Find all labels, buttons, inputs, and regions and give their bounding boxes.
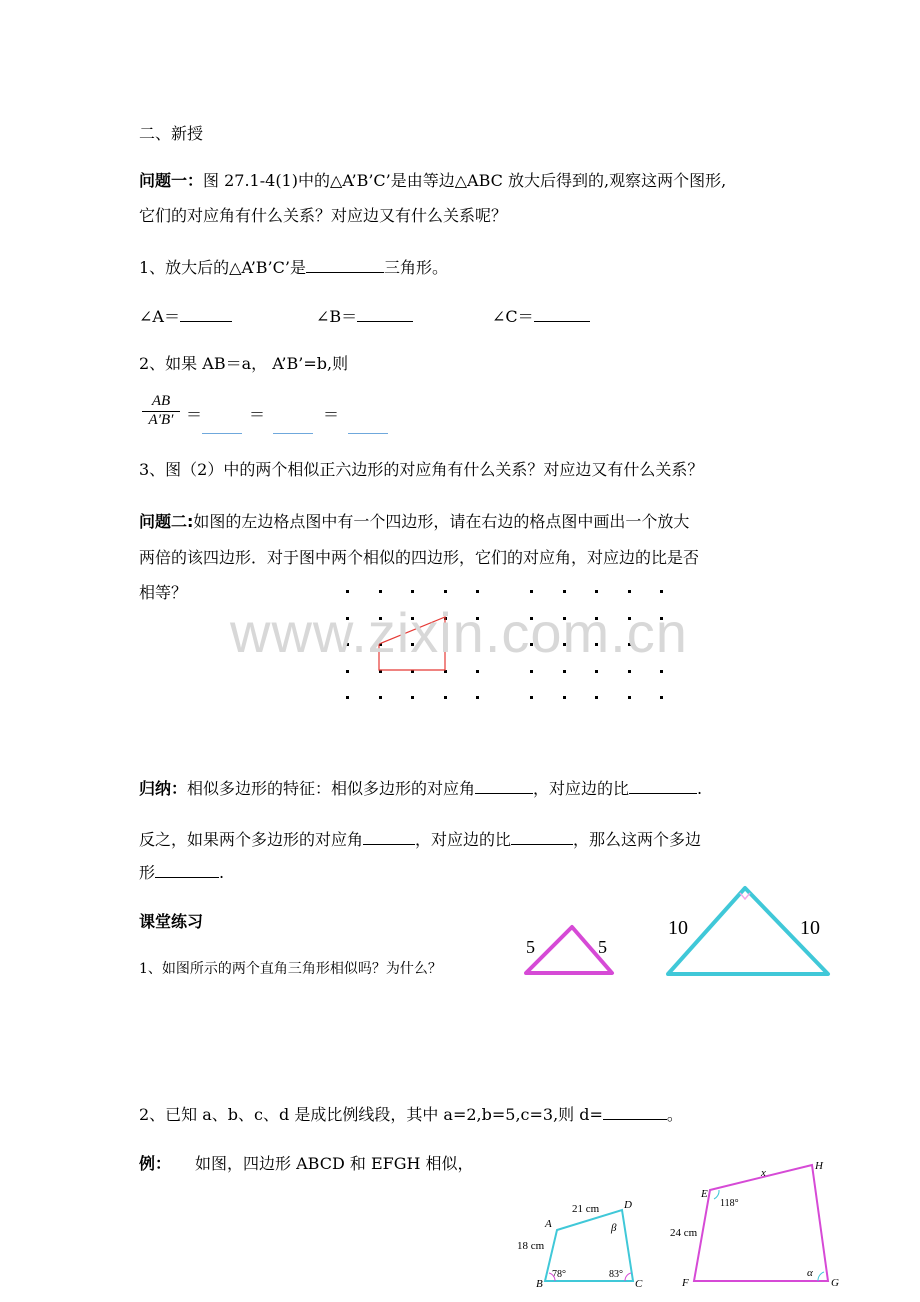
quad2-vertex-e: E [701, 1188, 708, 1200]
item1-suffix: 三角形。 [383, 258, 448, 277]
summary-line2-a: 反之，如果两个多边形的对应角 [139, 830, 364, 849]
quad1-vertex-c: C [635, 1278, 643, 1290]
section-title: 二、新授 [139, 124, 204, 143]
question2-line1 [139, 509, 689, 532]
grid-dot [346, 696, 349, 699]
example-text: 如图，四边形 ABCD 和 EFGH 相似， [195, 1154, 474, 1173]
grid-dot [628, 696, 631, 699]
summary-line3-end: . [219, 863, 225, 882]
quadrilateral-abcd [515, 1195, 650, 1290]
grid-dot [346, 590, 349, 593]
grid-dot [444, 696, 447, 699]
quad1-vertex-d: D [624, 1199, 632, 1211]
grid-dot [563, 670, 566, 673]
angle-b-blank[interactable] [357, 307, 413, 322]
summary-label: 归纳： [139, 779, 188, 798]
quad1-angle-b: 78° [552, 1269, 566, 1280]
grid-dot [530, 670, 533, 673]
grid-dot [628, 670, 631, 673]
quad2-vertex-h: H [815, 1160, 823, 1172]
summary-line3 [139, 860, 224, 883]
summary-end: . [697, 779, 703, 798]
question2-label: 问题二: [139, 512, 194, 531]
large-triangle-right-label: 10 [800, 917, 820, 939]
question2-line3: 相等？ [139, 583, 188, 602]
fraction-blank-3[interactable] [348, 433, 388, 434]
equals-2: ＝ [249, 405, 266, 424]
practice-q2-text: 2、已知 a、b、c、d 是成比例线段，其中 a=2,b=5,c=3,则 d= [139, 1105, 603, 1124]
fraction-blank-2[interactable] [273, 433, 313, 434]
large-triangle-left-label: 10 [668, 917, 688, 939]
quadrilateral-efgh [670, 1155, 850, 1290]
quad2-alpha: α [807, 1267, 813, 1279]
question1-text1: 图 27.1-4(1)中的△A’B’C’是由等边△ABC 放大后得到的,观察这两个图形, [203, 171, 727, 190]
angle-a-label: ∠A＝ [139, 307, 180, 326]
summary-blank-1[interactable] [475, 779, 533, 794]
example [139, 1151, 474, 1174]
grid-dot [563, 590, 566, 593]
item1-blank[interactable] [306, 258, 384, 273]
quad2-left-length: 24 cm [670, 1227, 698, 1239]
angle-b [316, 304, 413, 327]
grid-dot [411, 696, 414, 699]
summary-text-a: 相似多边形的特征：相似多边形的对应角 [187, 779, 476, 798]
grid-dot [346, 670, 349, 673]
fraction [142, 393, 180, 429]
grid-dot [563, 696, 566, 699]
grid-dot [444, 590, 447, 593]
watermark: www.zixin.com.cn [230, 601, 688, 664]
grid-dot [476, 670, 479, 673]
quad2-side-x: x [761, 1167, 766, 1179]
grid-dot [660, 670, 663, 673]
practice-title [139, 909, 203, 932]
grid-dot [530, 696, 533, 699]
question1-label: 问题一： [139, 171, 204, 190]
summary-line2-c: ，那么这两个多边 [573, 830, 702, 849]
grid-dot [411, 590, 414, 593]
small-triangle-right-label: 5 [598, 937, 607, 957]
small-triangle-left-label: 5 [526, 937, 535, 957]
large-triangle-figure [660, 880, 840, 982]
small-triangle-figure [516, 918, 626, 980]
practice-title-text: 课堂练习 [139, 912, 204, 931]
fraction-denominator: A′B′ [148, 412, 174, 428]
item1 [139, 255, 448, 278]
quad1-vertex-b: B [536, 1278, 543, 1290]
practice-q2-blank[interactable] [603, 1105, 667, 1120]
fraction-numerator: AB [142, 393, 180, 412]
grid-dot [628, 590, 631, 593]
angle-c [492, 304, 590, 327]
summary-blank-5[interactable] [155, 863, 219, 878]
practice-q2-end: 。 [666, 1105, 683, 1124]
quad1-beta: β [611, 1222, 617, 1234]
summary-line3-a: 形 [139, 863, 156, 882]
angle-a-blank[interactable] [180, 307, 232, 322]
fraction-blank-1[interactable] [202, 433, 242, 434]
quad1-left-length: 18 cm [517, 1240, 545, 1252]
grid-dot [595, 696, 598, 699]
summary-text-b: ，对应边的比 [533, 779, 630, 798]
item2: 2、如果 AB＝a， A’B’=b,则 [139, 354, 349, 373]
item3: 3、图（2）中的两个相似正六边形的对应角有什么关系？对应边又有什么关系？ [139, 460, 704, 479]
question1-line1 [139, 168, 726, 191]
question2-line2: 两倍的该四边形．对于图中两个相似的四边形，它们的对应角，对应边的比是否 [139, 548, 700, 567]
item1-prefix: 1、放大后的△A’B’C’是 [139, 258, 306, 277]
quad2-vertex-g: G [831, 1277, 839, 1289]
grid-dot [379, 696, 382, 699]
grid-dot [660, 590, 663, 593]
quad1-vertex-a: A [545, 1218, 552, 1230]
grid-dot [595, 670, 598, 673]
summary-blank-2[interactable] [629, 779, 697, 794]
equals-1: ＝ [186, 405, 203, 424]
quad2-vertex-f: F [682, 1277, 689, 1289]
summary-line1 [139, 776, 702, 799]
practice-q1: 1、如图所示的两个直角三角形相似吗？为什么？ [139, 961, 442, 977]
angle-c-label: ∠C＝ [492, 307, 534, 326]
grid-dot [530, 590, 533, 593]
summary-blank-4[interactable] [511, 830, 573, 845]
quad2-angle-e: 118° [720, 1198, 739, 1209]
example-label: 例： [139, 1154, 172, 1173]
question2-text1: 如图的左边格点图中有一个四边形，请在右边的格点图中画出一个放大 [193, 512, 690, 531]
summary-line2-b: ，对应边的比 [415, 830, 512, 849]
grid-dot [660, 696, 663, 699]
summary-blank-3[interactable] [363, 830, 415, 845]
summary-line2 [139, 827, 701, 850]
angle-c-blank[interactable] [534, 307, 590, 322]
grid-dot [476, 590, 479, 593]
equals-3: ＝ [323, 405, 340, 424]
practice-q2 [139, 1102, 683, 1125]
quad1-top-length: 21 cm [572, 1203, 600, 1215]
angle-a [139, 304, 232, 327]
angle-b-label: ∠B＝ [316, 307, 358, 326]
quad1-angle-c: 83° [609, 1269, 623, 1280]
grid-dot [476, 696, 479, 699]
grid-dot [595, 590, 598, 593]
grid-dot [379, 590, 382, 593]
question1-line2: 它们的对应角有什么关系？对应边又有什么关系呢？ [139, 206, 508, 225]
